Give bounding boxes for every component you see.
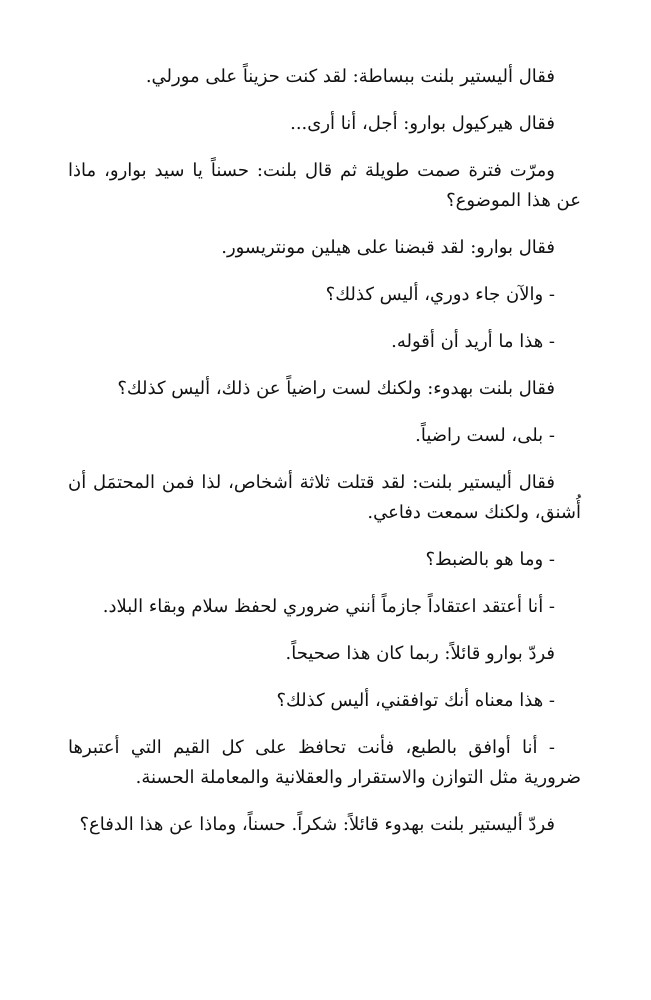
paragraph: فردّ أليستير بلنت بهدوء قائلاً: شكراً. حسناً، وماذا عن هذا الدفاع؟ [79, 814, 555, 835]
paragraph: - وما هو بالضبط؟ [425, 549, 555, 570]
paragraph: - بلى، لست راضياً. [415, 425, 555, 446]
paragraph: فقال هيركيول بوارو: أجل، أنا أرى... [290, 113, 555, 134]
paragraph: فقال أليستير بلنت: لقد قتلت ثلاثة أشخاص، لذا فمن المحتمَل أن أُشنق، ولكنك سمعت دفاعي. [68, 472, 581, 523]
paragraph: - والآن جاء دوري، أليس كذلك؟ [325, 284, 555, 305]
paragraph: ومرّت فترة صمت طويلة ثم قال بلنت: حسناً يا سيد بوارو، ماذا عن هذا الموضوع؟ [68, 160, 581, 211]
paragraph: - هذا ما أريد أن أقوله. [391, 331, 555, 352]
paragraph: فقال أليستير بلنت ببساطة: لقد كنت حزيناً على مورلي. [145, 66, 555, 87]
paragraph: - أنا أوافق بالطبع، فأنت تحافظ على كل القيم التي أعتبرها ضرورية مثل التوازن والاستقرار والعقلانية والمعاملة الحسنة. [68, 737, 581, 788]
paragraph: فقال بلنت بهدوء: ولكنك لست راضياً عن ذلك، أليس كذلك؟ [117, 378, 555, 399]
paragraph: - أنا أعتقد اعتقاداً جازماً أنني ضروري لحفظ سلام وبقاء البلاد. [102, 596, 555, 617]
paragraph: - هذا معناه أنك توافقني، أليس كذلك؟ [276, 690, 555, 711]
paragraph: فردّ بوارو قائلاً: ربما كان هذا صحيحاً. [285, 643, 555, 664]
paragraph: فقال بوارو: لقد قبضنا على هيلين مونتريسور. [221, 237, 555, 258]
